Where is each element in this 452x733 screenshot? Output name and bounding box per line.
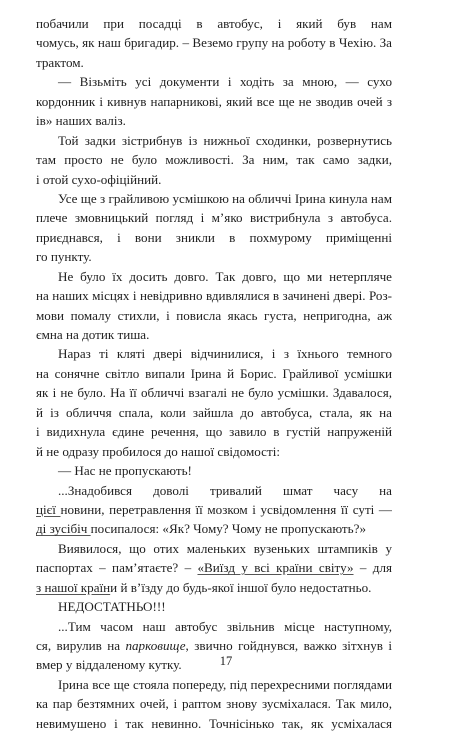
text-line: цієї новини, перетравлення її мозком і усвідомлення її суті — <box>36 501 392 517</box>
text-line: й із обличчя спала, коли зайшла до автобуса, стала, як на <box>36 404 392 420</box>
underlined-text: з нашої країн <box>36 579 111 595</box>
text-line: ...Тим часом наш автобус звільнив місце наступному, <box>58 618 392 634</box>
text-line: невимушено і так невинно. Точнісінько так, як усміхалася <box>36 715 392 731</box>
text-line: ся, вирулив на парковище, звично гойднувся, важко зітхнув і <box>36 638 392 653</box>
italic-text: парковище <box>125 638 186 653</box>
text-line: й не одразу пробилося до нашої свідомості: <box>36 443 280 459</box>
text-line: — Нас не пропускають! <box>58 463 192 479</box>
text-line: з нашої країни й в’їзду до будь-якої іншої було недостатньо. <box>36 579 372 595</box>
text-line: плече змовницький погляд і м’яко вистрибнула з автобуса. <box>36 210 392 226</box>
text-line: кордонник і кивнув напарникові, який все ще не зводив очей з <box>36 93 392 109</box>
text-line: — Візьміть усі документи і ходіть за мною, — сухо <box>58 74 392 90</box>
text-line: Ірина все ще стояла попереду, під перехресними поглядами <box>58 676 392 692</box>
text-line: ів» наших валіз. <box>36 113 126 129</box>
text-line: і отой сухо-офіційний. <box>36 171 162 187</box>
text-line: чомусь, як наш бригадир. – Веземо групу на роботу в Чехію. За <box>36 35 392 51</box>
text-line: ді зусібіч посипалося: «Як? Чому? Чому не пропускають?» <box>36 521 366 537</box>
text-line: і видихнула єдине речення, що завило в густій напруженій <box>36 424 392 440</box>
text-line: ка пар безтямних очей, і раптом знову зусміхалася. Так мило, <box>36 696 392 712</box>
underlined-text: цієї <box>36 501 61 517</box>
page-number: 17 <box>219 654 233 668</box>
text-line: як і не було. На її обличчі взагалі не було усмішки. Здавалося, <box>36 385 392 401</box>
text-line: Нараз ті кляті двері відчинилися, і з їхнього темного <box>58 346 392 362</box>
text-line: ...Знадобився доволі тривалий шмат часу на <box>58 482 392 498</box>
text-line: мови помалу стихли, і повисла якась густа, непригодна, аж <box>36 307 392 323</box>
text-line: побачили при посадці в автобус, і який був нам <box>36 16 392 31</box>
text-line: на наших місцях і невідривно вдивлялися в зачинені двері. Роз- <box>36 288 392 304</box>
text-line: Усе ще з грайливою усмішкою на обличчі Ірина кинула нам <box>58 190 392 206</box>
text-line: НЕДОСТАТНЬО!!! <box>58 599 166 615</box>
text-line: Не було їх досить довго. Так довго, що ми нетерпляче <box>58 268 392 284</box>
text-line: Той задки зістрибнув із нижньої сходинки, розвернутись <box>58 132 392 148</box>
underlined-text: ді зусібіч <box>36 521 91 537</box>
text-line: на сонячне світло випали Ірина й Борис. Грайливої усмішки <box>36 365 392 381</box>
text-line: приєднався, і вони зникли в похмурому приміщенні <box>36 229 392 245</box>
text-line: го пункту. <box>36 249 92 265</box>
text-line: вмер у віддаленому кутку. <box>36 657 182 673</box>
text-line: трактом. <box>36 54 84 70</box>
text-line: паспортах – пам’ятаєте? – «Виїзд у всі країни світу» – для <box>36 560 392 576</box>
page-body-text <box>36 14 392 733</box>
text-line: Виявилося, що отих маленьких вузеньких штампиків у <box>58 540 392 556</box>
text-line: ємна на дотик тиша. <box>36 327 150 342</box>
underlined-text: «Виїзд у всі країни світу» <box>197 560 354 576</box>
text-line: там просто не було можливості. За ним, так само задки, <box>36 152 392 168</box>
